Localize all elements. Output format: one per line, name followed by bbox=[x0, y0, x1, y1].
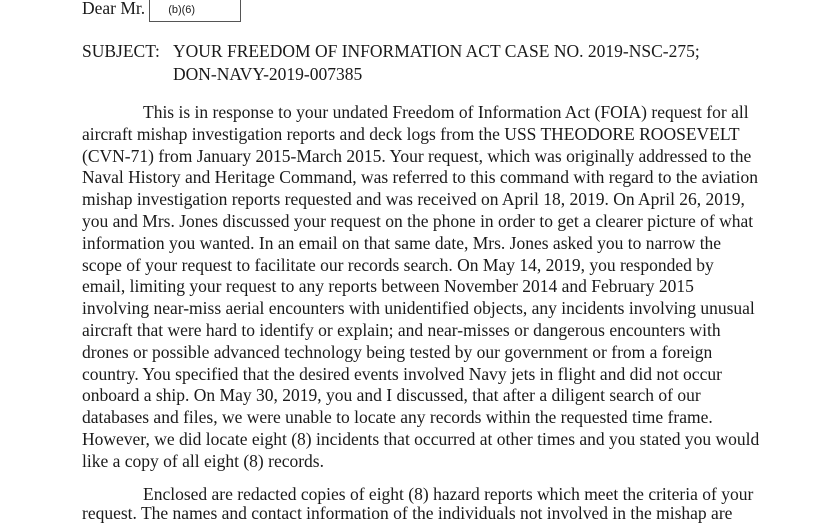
subject-label: SUBJECT: bbox=[82, 41, 160, 61]
paragraph-line: (CVN-71) from January 2015-March 2015. Your request, which was originally addressed to the bbox=[82, 145, 752, 166]
paragraph-line: drones or possible advanced technology being tested by our government or from a foreign bbox=[82, 341, 713, 362]
paragraph-line: aircraft mishap investigation reports and deck logs from the USS THEODORE ROOSEVELT bbox=[82, 123, 740, 144]
paragraph-2-cutoff-line: request. The names and contact information of the individuals not involved in the mishap are bbox=[82, 503, 733, 523]
paragraph-1 bbox=[82, 102, 833, 473]
paragraph-line: onboard a ship. On May 30, 2019, you and I discussed, that after a diligent search of our bbox=[82, 385, 701, 406]
paragraph-line: involving near-miss aerial encounters with unidentified objects, any incidents involving unusual bbox=[82, 298, 755, 319]
redaction-box: (b)(6) bbox=[149, 0, 241, 22]
paragraph-line: Enclosed are redacted copies of eight (8) hazard reports which meet the criteria of your bbox=[143, 484, 754, 504]
paragraph-line: email, limiting your request to any reports between November 2014 and February 2015 bbox=[82, 276, 694, 297]
salutation-text: Dear Mr. bbox=[82, 0, 146, 18]
paragraph-line: This is in response to your undated Freedom of Information Act (FOIA) request for all bbox=[143, 102, 749, 122]
paragraph-line: country. You specified that the desired events involved Navy jets in flight and did not occur bbox=[82, 363, 722, 384]
paragraph-line: databases and files, we were unable to locate any records within the requested time frame. bbox=[82, 407, 713, 428]
paragraph-line: you and Mrs. Jones discussed your request on the phone in order to get a clearer picture of what bbox=[82, 210, 754, 231]
paragraph-line: mishap investigation reports requested and was received on April 18, 2019. On April 26, 2019, bbox=[82, 189, 745, 210]
paragraph-line: scope of your request to facilitate our records search. On May 14, 2019, you responded by bbox=[82, 254, 714, 275]
subject-block bbox=[82, 40, 700, 86]
paragraph-line: Naval History and Heritage Command, was referred to this command with regard to the aviation bbox=[82, 167, 758, 188]
subject-line-2: DON-NAVY-2019-007385 bbox=[173, 64, 363, 84]
paragraph-line: However, we did locate eight (8) incidents that occurred at other times and you stated you would bbox=[82, 428, 760, 449]
paragraph-line: information you wanted. In an email on that same date, Mrs. Jones asked you to narrow the bbox=[82, 232, 722, 253]
paragraph-line: like a copy of all eight (8) records. bbox=[82, 450, 324, 471]
salutation bbox=[82, 0, 241, 20]
paragraph-line: aircraft that were hard to identify or explain; and near-misses or dangerous encounters with bbox=[82, 319, 721, 340]
subject-line-1: YOUR FREEDOM OF INFORMATION ACT CASE NO. 2019-NSC-275; bbox=[173, 41, 700, 61]
